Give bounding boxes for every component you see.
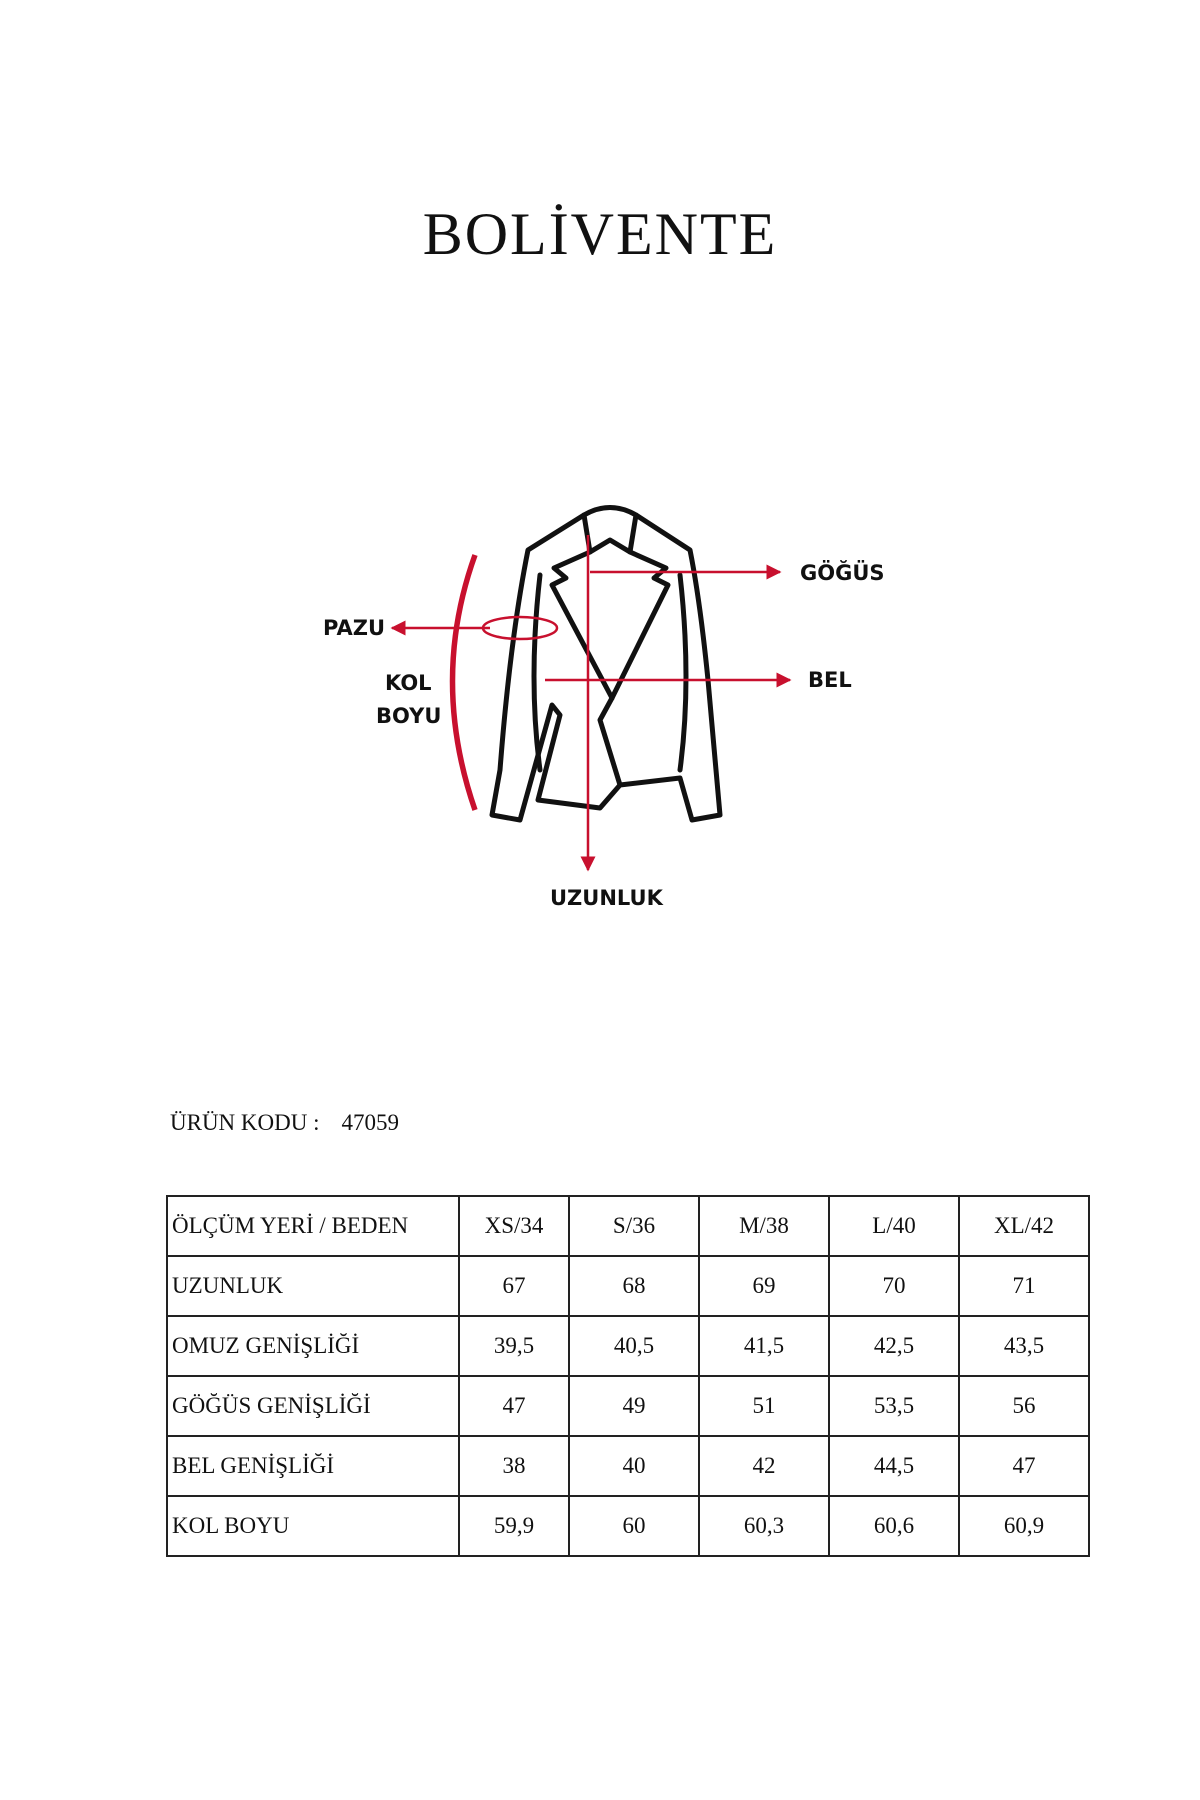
- table-cell: 38: [459, 1436, 569, 1496]
- pazu-ellipse: [483, 617, 557, 639]
- product-code: [170, 1110, 399, 1136]
- table-cell: 71: [959, 1256, 1089, 1316]
- table-cell: 60,6: [829, 1496, 959, 1556]
- row-label: GÖĞÜS GENİŞLİĞİ: [167, 1376, 459, 1436]
- table-row: [167, 1376, 1089, 1436]
- table-cell: 41,5: [699, 1316, 829, 1376]
- table-cell: 47: [959, 1436, 1089, 1496]
- table-cell: 67: [459, 1256, 569, 1316]
- label-gogus: GÖĞÜS: [800, 561, 885, 585]
- table-cell: 70: [829, 1256, 959, 1316]
- size-table: [166, 1195, 1090, 1557]
- label-kol: KOL: [385, 671, 432, 695]
- table-cell: 47: [459, 1376, 569, 1436]
- table-cell: 60: [569, 1496, 699, 1556]
- row-label: BEL GENİŞLİĞİ: [167, 1436, 459, 1496]
- table-cell: 49: [569, 1376, 699, 1436]
- row-label: KOL BOYU: [167, 1496, 459, 1556]
- header-cell: ÖLÇÜM YERİ / BEDEN: [167, 1196, 459, 1256]
- header-cell: S/36: [569, 1196, 699, 1256]
- table-row: [167, 1256, 1089, 1316]
- label-bel: BEL: [808, 668, 852, 692]
- table-cell: 40: [569, 1436, 699, 1496]
- table-cell: 40,5: [569, 1316, 699, 1376]
- table-header-row: [167, 1196, 1089, 1256]
- brand-logo: BOLİVENTE: [422, 201, 778, 267]
- table-cell: 39,5: [459, 1316, 569, 1376]
- measure-lines: [392, 535, 790, 870]
- label-uzunluk: UZUNLUK: [550, 886, 663, 910]
- table-cell: 42,5: [829, 1316, 959, 1376]
- table-cell: 43,5: [959, 1316, 1089, 1376]
- table-cell: 68: [569, 1256, 699, 1316]
- table-cell: 59,9: [459, 1496, 569, 1556]
- table-row: [167, 1316, 1089, 1376]
- label-boyu: BOYU: [376, 704, 442, 728]
- product-code-label: ÜRÜN KODU :: [170, 1110, 320, 1135]
- jacket-icon: [492, 508, 720, 821]
- row-label: OMUZ GENİŞLİĞİ: [167, 1316, 459, 1376]
- header-cell: XS/34: [459, 1196, 569, 1256]
- header-cell: M/38: [699, 1196, 829, 1256]
- header-cell: L/40: [829, 1196, 959, 1256]
- table-cell: 69: [699, 1256, 829, 1316]
- table-cell: 53,5: [829, 1376, 959, 1436]
- table-row: [167, 1436, 1089, 1496]
- header-cell: XL/42: [959, 1196, 1089, 1256]
- table-cell: 44,5: [829, 1436, 959, 1496]
- table-cell: 56: [959, 1376, 1089, 1436]
- jacket-measurement-diagram: [0, 480, 1200, 930]
- row-label: UZUNLUK: [167, 1256, 459, 1316]
- table-row: [167, 1496, 1089, 1556]
- kol-boyu-arc: [453, 555, 476, 810]
- product-code-value: 47059: [341, 1110, 399, 1135]
- label-pazu: PAZU: [323, 616, 385, 640]
- table-cell: 51: [699, 1376, 829, 1436]
- table-cell: 42: [699, 1436, 829, 1496]
- table-cell: 60,9: [959, 1496, 1089, 1556]
- table-cell: 60,3: [699, 1496, 829, 1556]
